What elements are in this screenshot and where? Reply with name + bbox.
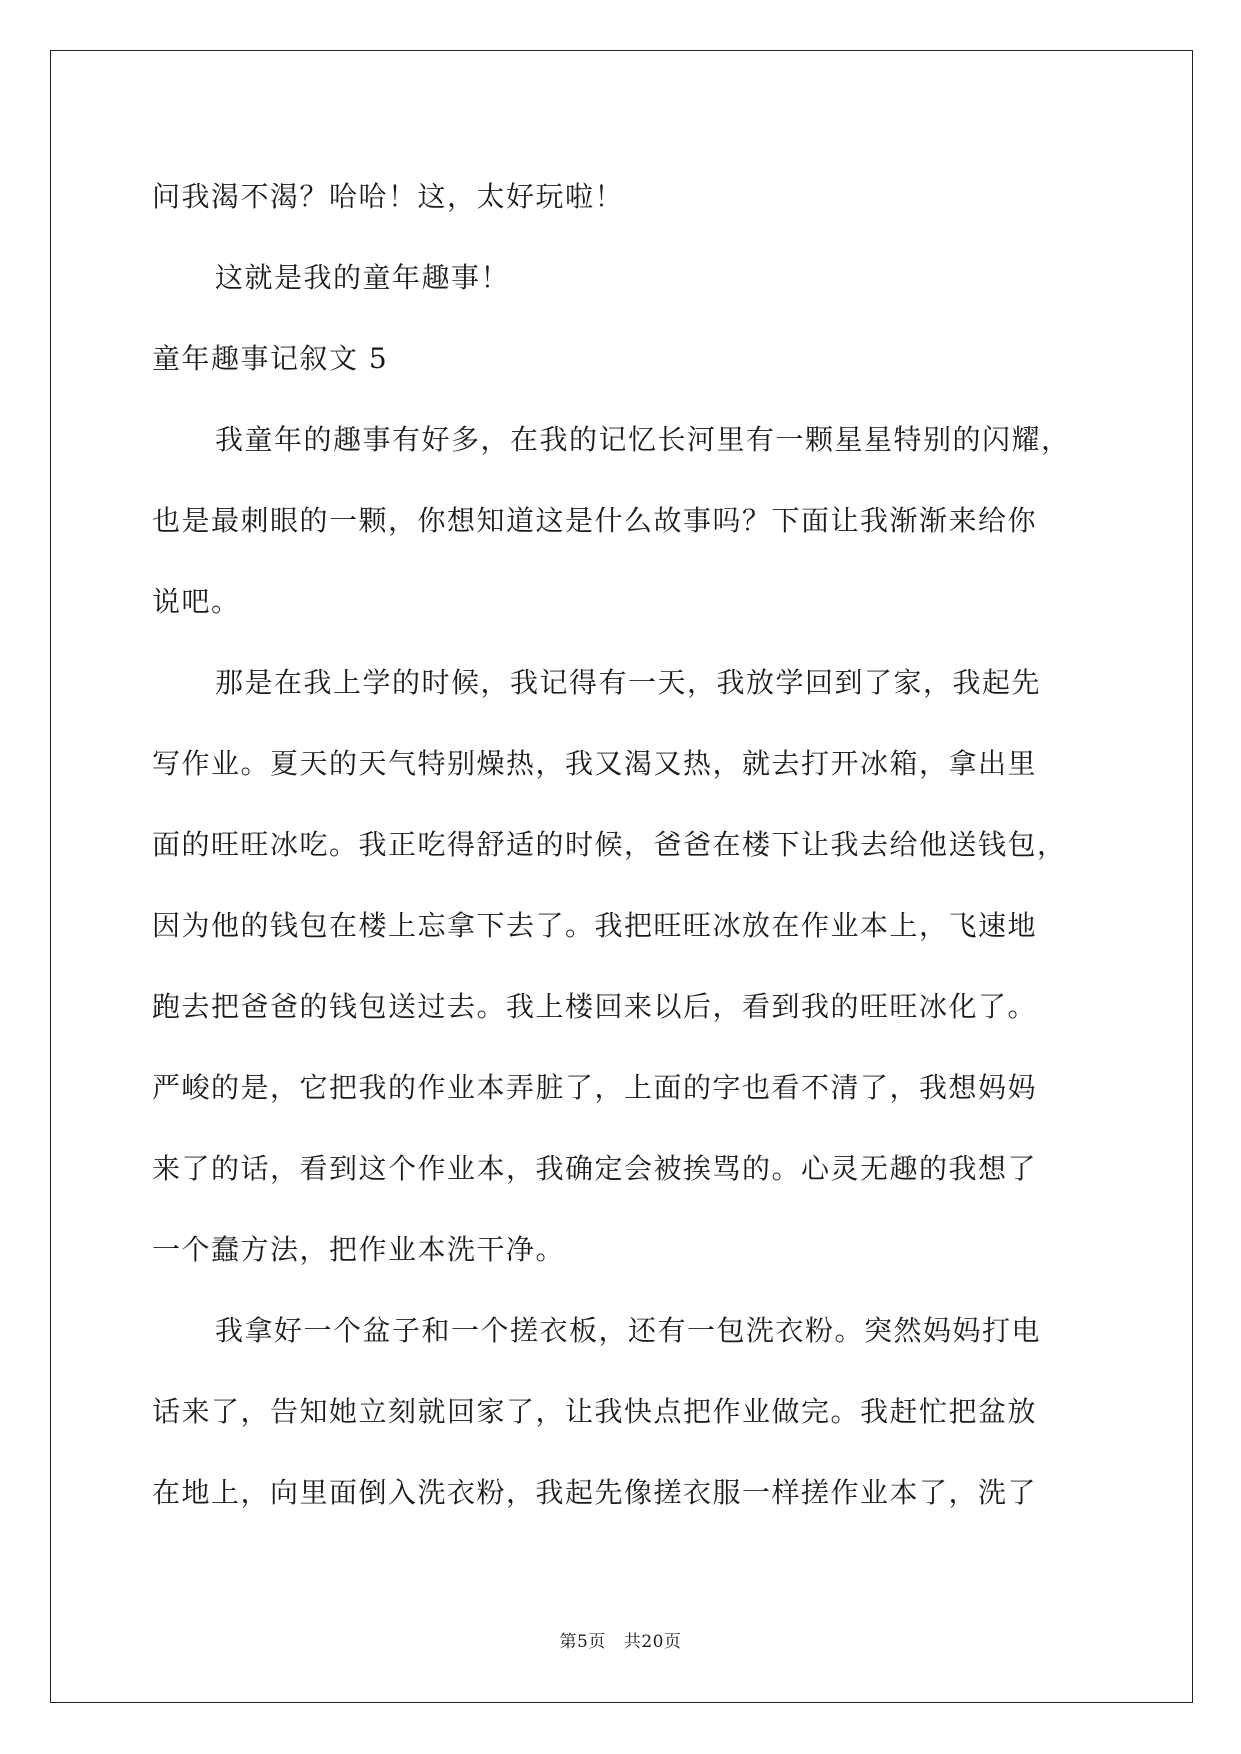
page-prefix: 第 [559, 1632, 578, 1652]
paragraph-line: 因为他的钱包在楼上忘拿下去了。我把旺旺冰放在作业本上，飞速地 [152, 909, 1038, 942]
paragraph-line: 一个蠢方法，把作业本洗干净。 [152, 1233, 566, 1266]
paragraph-line: 话来了，告知她立刻就回家了，让我快点把作业做完。我赶忙把盆放 [152, 1395, 1038, 1428]
total-suffix: 页 [663, 1632, 682, 1652]
paragraph-line: 那是在我上学的时候，我记得有一天，我放学回到了家，我起先 [215, 666, 1042, 699]
paragraph-line: 来了的话，看到这个作业本，我确定会被挨骂的。心灵无趣的我想了 [152, 1152, 1038, 1185]
paragraph-line: 问我渴不渴？哈哈！这，太好玩啦！ [152, 180, 625, 213]
paragraph-line: 说吧。 [152, 585, 241, 618]
page-footer [0, 1627, 1241, 1652]
paragraph-line: 跑去把爸爸的钱包送过去。我上楼回来以后，看到我的旺旺冰化了。 [152, 990, 1038, 1023]
paragraph-line: 也是最刺眼的一颗，你想知道这是什么故事吗？下面让我渐渐来给你 [152, 504, 1038, 537]
total-pages: 20 [641, 1632, 664, 1652]
paragraph-line: 我拿好一个盆子和一个搓衣板，还有一包洗衣粉。突然妈妈打电 [215, 1314, 1042, 1347]
page-suffix: 页 [588, 1632, 606, 1652]
paragraph-line: 面的旺旺冰吃。我正吃得舒适的时候，爸爸在楼下让我去给他送钱包， [152, 828, 1067, 861]
paragraph-line: 严峻的是，它把我的作业本弄脏了，上面的字也看不清了，我想妈妈 [152, 1071, 1038, 1104]
paragraph-line: 我童年的趣事有好多，在我的记忆长河里有一颗星星特别的闪耀， [215, 423, 1071, 456]
section-heading: 童年趣事记叙文 5 [152, 342, 389, 375]
paragraph-line: 在地上，向里面倒入洗衣粉，我起先像搓衣服一样搓作业本了，洗了 [152, 1476, 1038, 1509]
page-number: 5 [577, 1632, 589, 1652]
paragraph-line: 这就是我的童年趣事！ [215, 261, 511, 294]
paragraph-line: 写作业。夏天的天气特别燥热，我又渴又热，就去打开冰箱，拿出里 [152, 747, 1038, 780]
total-prefix: 共 [623, 1632, 642, 1652]
document-body [152, 156, 1092, 1533]
